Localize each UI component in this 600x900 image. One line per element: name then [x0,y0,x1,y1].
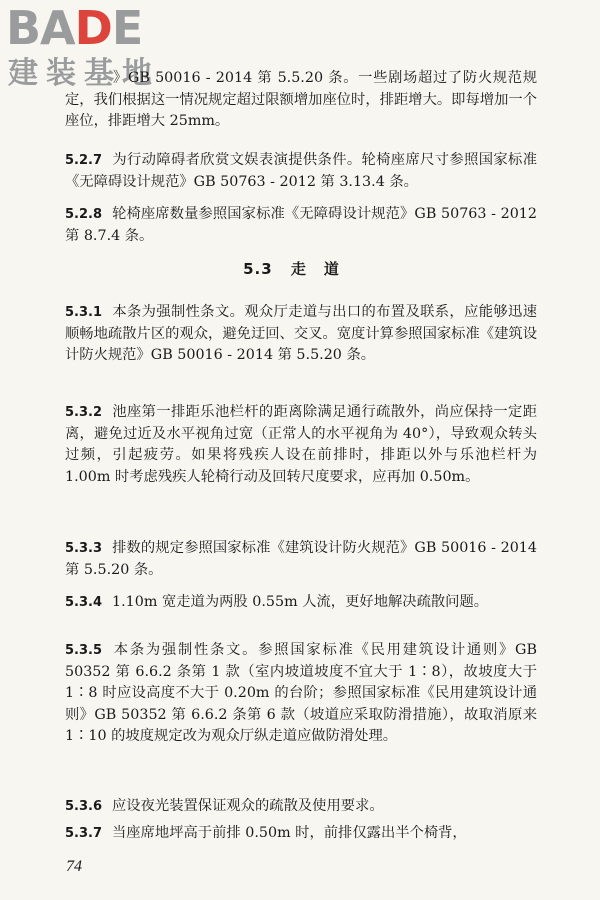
clause-number: 5.3.2 [65,405,103,420]
logo-chinese: 建装基地 [8,56,160,91]
clause-5-2-7 [65,150,537,193]
continuation-paragraph: 》GB 50016 - 2014 第 5.5.20 条。一些剧场超过了防火规范规定，我们根据这一情况规定超过限额增加座位时，排距增大。即每增加一个座位，排距增大 25mm。 [65,70,537,129]
clause-5-3-2 [65,402,537,488]
clause-text: 当座席地坪高于前排 0.50m 时，前排仅露出半个椅背， [112,825,467,841]
clause-number: 5.3.3 [65,541,103,556]
clause-text: 应设夜光装置保证观众的疏散及使用要求。 [112,798,384,814]
clause-5-3-1 [65,302,537,367]
clause-text: 为行动障碍者欣赏文娱表演提供条件。轮椅座席尺寸参照国家标准《无障碍设计规范》GB 50763 - 2012 第 3.13.4 条。 [65,152,537,190]
section-title: 走道 [290,260,357,278]
clause-5-3-7 [65,823,537,845]
clause-5-3-3 [65,538,537,581]
clause-5-3-4 [65,592,537,614]
clause-5-3-5 [65,640,537,748]
clause-number: 5.3.7 [65,826,103,841]
section-number: 5.3 [243,260,273,278]
section-heading [0,258,600,279]
clause-number: 5.2.7 [65,153,103,168]
clause-text: 池座第一排距乐池栏杆的距离除满足通行疏散外，尚应保持一定距离，避免过近及水平视角过宽（正常人的水平视角为 40°），导致观众转头过频，引起疲劳。如果将残疾人设在前排时，排距以外与乐池栏杆为 1.00m 时考虑残疾人轮椅行动及回转尺度要求，应再加 0.50m。 [65,404,537,485]
clause-5-3-6 [65,796,537,818]
clause-text: 轮椅座席数量参照国家标准《无障碍设计规范》GB 50763 - 2012 第 8.7.4 条。 [65,206,537,244]
page-number: 74 [66,858,82,875]
clause-text: 本条为强制性条文。观众厅走道与出口的布置及联系，应能够迅速顺畅地疏散片区的观众，避免迂回、交叉。宽度计算参照国家标准《建筑设计防火规范》GB 50016 - 2014 第 5.5.20 条。 [65,304,537,363]
clause-text: 本条为强制性条文。参照国家标准《民用建筑设计通则》GB 50352 第 6.6.2 条第 1 款（室内坡道坡度不宜大于 1∶8），故坡度大于 1∶8 时应设高度不大于 0.20m 的台阶；参照国家标准《民用建筑设计通则》GB 50352 第 6.6.2 条第 6 款（坡道应采取防滑措施），故取消原来 1∶10 的坡度规定改为观众厅纵走道应做防滑处理。 [65,642,537,744]
clause-text: 排数的规定参照国家标准《建筑设计防火规范》GB 50016 - 2014 第 5.5.20 条。 [65,540,537,578]
logo-wordmark: BADE [6,1,143,55]
clause-number: 5.3.6 [65,799,103,814]
clause-number: 5.2.8 [65,207,103,222]
clause-text: 1.10m 宽走道为两股 0.55m 人流，更好地解决疏散问题。 [112,594,489,610]
clause-number: 5.3.5 [65,643,103,658]
clause-number: 5.3.1 [65,305,103,320]
clause-number: 5.3.4 [65,595,103,610]
clause-5-2-8 [65,204,537,247]
